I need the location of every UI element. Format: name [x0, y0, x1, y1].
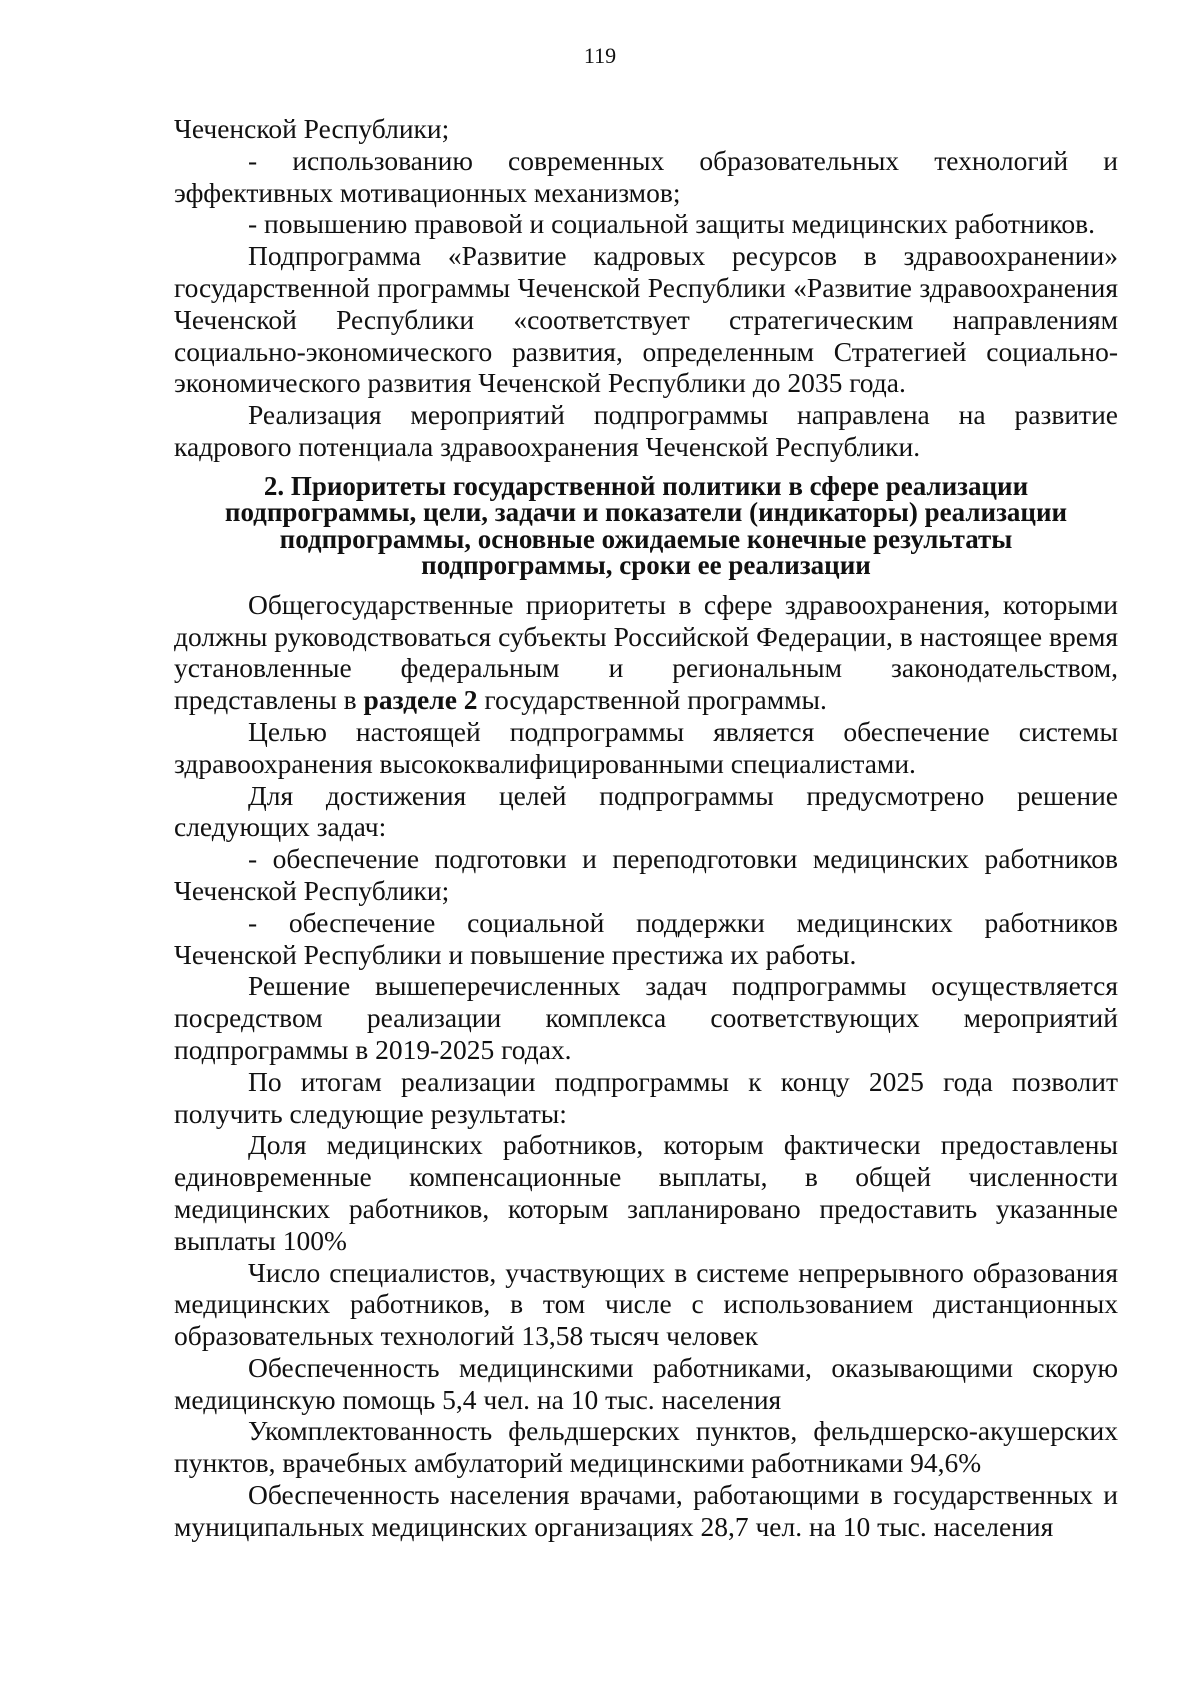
section-heading: [174, 470, 1118, 581]
list-item-dash: - обеспечение подготовки и переподготовки медицинских работников Чеченской Республики;: [174, 843, 1118, 906]
goal-paragraph: Целью настоящей подпрограммы является обеспечение системы здравоохранения высококвалифицированными специалистами.: [174, 715, 1118, 779]
list-item-dash: - обеспечение социальной поддержки медицинских работников Чеченской Республики и повышение престижа их работы.: [174, 906, 1118, 970]
paragraph: Подпрограмма «Развитие кадровых ресурсов в здравоохранении» государственной программы Чеченской Республики «Развитие здравоохранения Чеченской Республики «соответствует стратегическим направлениям социально-экономического развития, определенным Стратегией социально-экономического развития Чеченской Республики до 2035 года.: [174, 240, 1118, 399]
results-intro-paragraph: По итогам реализации подпрограммы к концу 2025 года позволит получить следующие результаты:: [174, 1065, 1118, 1129]
section-heading-line: подпрограммы, цели, задачи и показатели (индикаторы) реализации: [224, 497, 1068, 528]
paragraph: Чеченской Республики;: [174, 113, 450, 144]
section-heading-line: подпрограммы, сроки ее реализации: [421, 550, 871, 581]
paragraph-text: государственной программы.: [477, 684, 827, 716]
document-body: [174, 113, 1118, 1543]
section-heading-line: подпрограммы, основные ожидаемые конечные результаты: [279, 523, 1013, 554]
priorities-paragraph: [174, 589, 1118, 716]
paragraph-text: Общегосударственные приоритеты в сфере здравоохранения, которыми должны руководствоваться субъекты Российской Федерации, в настоящее время установленные федеральным и региональным законодательством, представлены в: [174, 588, 1118, 716]
result-item: Обеспеченность населения врачами, работающими в государственных и муниципальных медицинских организациях 28,7 чел. на 10 тыс. населения: [174, 1479, 1118, 1542]
section-reference: разделе 2: [363, 684, 478, 716]
result-item: Доля медицинских работников, которым фактически предоставлены единовременные компенсационные выплаты, в общей численности медицинских работников, которым запланировано предоставить указанные выплаты 100%: [174, 1129, 1118, 1256]
result-item: Число специалистов, участвующих в системе непрерывного образования медицинских работников, в том числе с использованием дистанционных образовательных технологий 13,58 тысяч человек: [174, 1256, 1118, 1352]
result-item: Укомплектованность фельдшерских пунктов, фельдшерско-акушерских пунктов, врачебных амбулаторий медицинскими работниками 94,6%: [174, 1415, 1118, 1479]
page-number: 119: [583, 43, 617, 68]
list-item-dash: - повышению правовой и социальной защиты медицинских работников.: [248, 208, 1096, 240]
result-item: Обеспеченность медицинскими работниками, оказывающими скорую медицинскую помощь 5,4 чел. на 10 тыс. населения: [174, 1351, 1118, 1415]
list-item-dash: - использованию современных образовательных технологий и эффективных мотивационных механизмов;: [174, 144, 1118, 208]
paragraph: Решение вышеперечисленных задач подпрограммы осуществляется посредством реализации комплекса соответствующих мероприятий подпрограммы в 2019-2025 годах.: [174, 970, 1118, 1065]
tasks-intro-paragraph: Для достижения целей подпрограммы предусмотрено решение следующих задач:: [174, 779, 1118, 843]
paragraph: Реализация мероприятий подпрограммы направлена на развитие кадрового потенциала здравоохранения Чеченской Республики.: [174, 399, 1118, 462]
section-heading-line: 2. Приоритеты государственной политики в сфере реализации: [263, 470, 1029, 501]
